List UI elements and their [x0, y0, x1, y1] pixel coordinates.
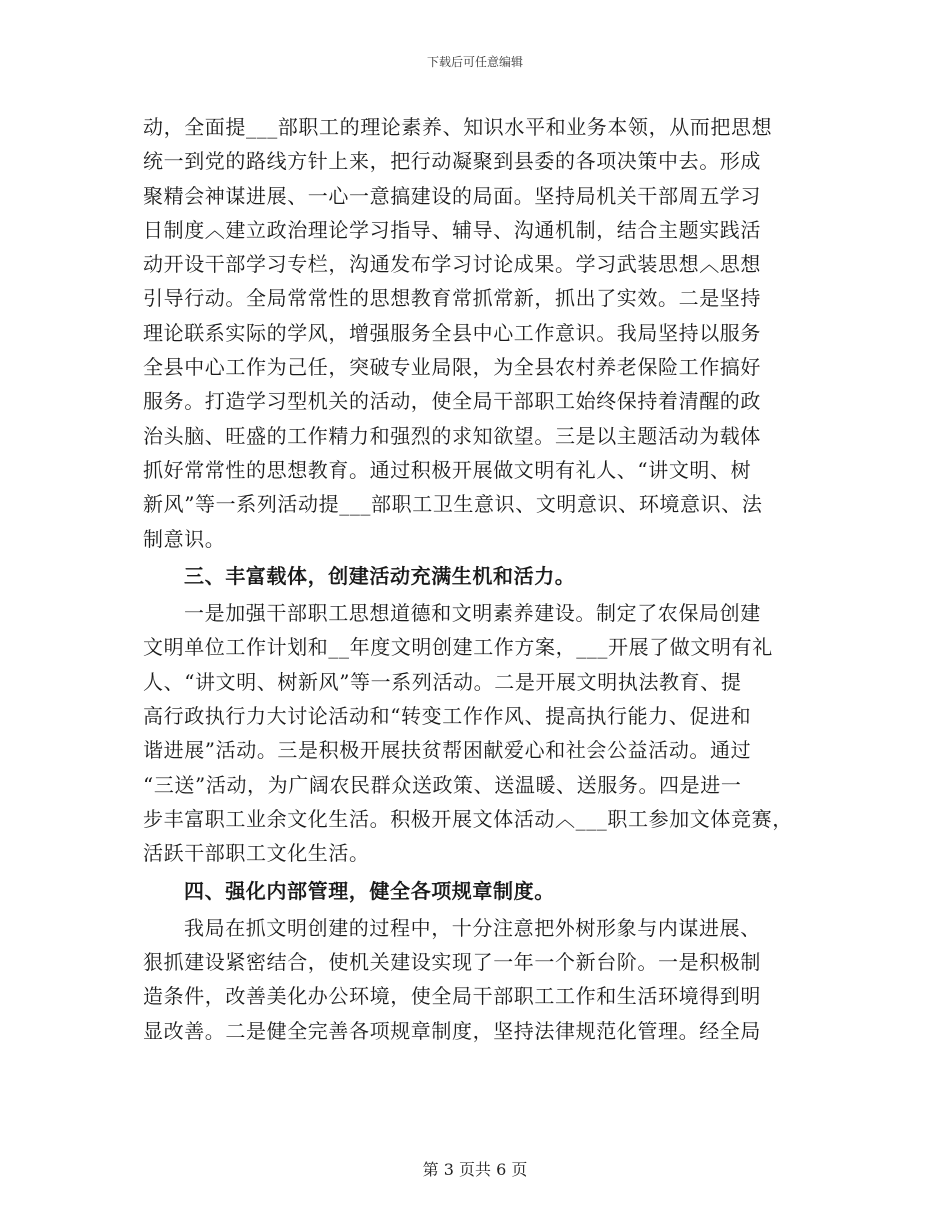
page-header: 下载后可任意编辑: [426, 55, 523, 69]
paragraph-section-4: 我局在抓文明创建的过程中，十分注意把外树形象与内谋进展、 狠抓建设紧密结合，使机关建设实现了一年一个新台阶。一是积极制 造条件，改善美化办公环境，使全局干部职工工作和生活环境得到明 显改善。二是健全完善各项规章制度，坚持法律规范化管理。经全局: [143, 915, 761, 1043]
document-body: [143, 110, 811, 1048]
paragraph-section-3: 一是加强干部职工思想道德和文明素养建设。制定了农保局创建 文明单位工作计划和__年度文明创建工作方案，___开展了做文明有礼 人、“讲文明、树新风”等一系列活动。二是开展文明执法教育、提 高行政执行力大讨论活动和“转变工作作风、提高执行能力、促进和 谐进展”活动。三是积极开展扶贫帮困献爱心和社会公益活动。通过 “三送”活动，为广阔农民群众送政策、送温暖、送服务。四是进一 步丰富职工业余文化生活。积极开展文体活动︿___职工参加文体竞赛， 活跃干部职工文化生活。: [143, 601, 793, 866]
section-heading-4: 四、强化内部管理，健全各项规章制度。: [184, 878, 555, 903]
paragraph-continuation: 动，全面提___部职工的理论素养、知识水平和业务本领，从而把思想 统一到党的路线方针上来，把行动凝聚到县委的各项决策中去。形成 聚精会神谋进展、一心一意搞建设的局面。坚持局机关干部周五学习 日制度︿建立政治理论学习指导、辅导、沟通机制，结合主题实践活 动开设干部学习专栏，沟通发布学习讨论成果。学习武装思想︿思想 引导行动。全局常常性的思想教育常抓常新，抓出了实效。二是坚持 理论联系实际的学风，增强服务全县中心工作意识。我局坚持以服务 全县中心工作为己任，突破专业局限，为全县农村养老保险工作搞好 服务。打造学习型机关的活动，使全局干部职工始终保持着清醒的政 治头脑、旺盛的工作精力和强烈的求知欲望。三是以主题活动为载体 抓好常常性的思想教育。通过积极开展做文明有礼人、“讲文明、树 新风”等一系列活动提___部职工卫生意识、文明意识、环境意识、法 制意识。: [143, 115, 773, 551]
page-number-footer: 第 3 页共 6 页: [422, 1160, 528, 1179]
section-heading-3: 三、丰富载体，创建活动充满生机和活力。: [184, 563, 576, 588]
